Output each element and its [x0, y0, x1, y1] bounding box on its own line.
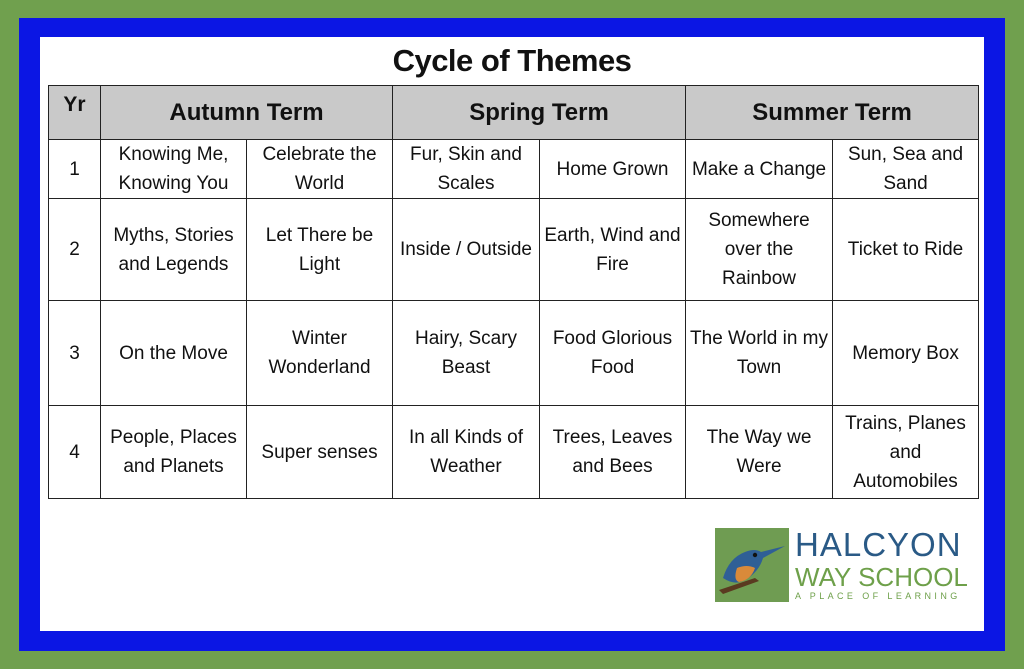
theme-cell: Make a Change	[686, 140, 833, 199]
logo-line1: HALCYON	[795, 526, 962, 563]
table-row	[49, 301, 979, 406]
theme-cell: Sun, Sea and Sand	[833, 140, 979, 199]
table-row	[49, 406, 979, 499]
theme-cell: Home Grown	[540, 140, 686, 199]
theme-cell: People, Places and Planets	[101, 406, 247, 499]
theme-cell: Celebrate the World	[247, 140, 393, 199]
header-yr: Yr	[49, 86, 101, 140]
header-summer-term: Summer Term	[686, 86, 979, 140]
logo-line2: WAY SCHOOL	[795, 562, 968, 592]
themes-table	[48, 85, 979, 499]
header-autumn-term: Autumn Term	[101, 86, 393, 140]
year-cell: 3	[49, 301, 101, 406]
theme-cell: Somewhere over the Rainbow	[686, 199, 833, 301]
header-spring-term: Spring Term	[393, 86, 686, 140]
page-title: Cycle of Themes	[392, 43, 632, 78]
school-logo	[715, 528, 970, 602]
theme-cell: Fur, Skin and Scales	[393, 140, 540, 199]
theme-cell: Trains, Planes and Automobiles	[833, 406, 979, 499]
table-header-row	[49, 86, 979, 140]
theme-cell: Trees, Leaves and Bees	[540, 406, 686, 499]
theme-cell: On the Move	[101, 301, 247, 406]
kingfisher-icon	[715, 528, 789, 602]
theme-cell: The Way we Were	[686, 406, 833, 499]
theme-cell: Inside / Outside	[393, 199, 540, 301]
theme-cell: Memory Box	[833, 301, 979, 406]
theme-cell: Super senses	[247, 406, 393, 499]
theme-cell: Knowing Me, Knowing You	[101, 140, 247, 199]
theme-cell: Food Glorious Food	[540, 301, 686, 406]
theme-cell: Ticket to Ride	[833, 199, 979, 301]
table-row	[49, 199, 979, 301]
year-cell: 1	[49, 140, 101, 199]
theme-cell: Earth, Wind and Fire	[540, 199, 686, 301]
theme-cell: Hairy, Scary Beast	[393, 301, 540, 406]
theme-cell: Myths, Stories and Legends	[101, 199, 247, 301]
theme-cell: Winter Wonderland	[247, 301, 393, 406]
theme-cell: Let There be Light	[247, 199, 393, 301]
theme-cell: The World in my Town	[686, 301, 833, 406]
year-cell: 2	[49, 199, 101, 301]
logo-tagline: A PLACE OF LEARNING	[795, 591, 961, 601]
year-cell: 4	[49, 406, 101, 499]
theme-cell: In all Kinds of Weather	[393, 406, 540, 499]
table-row	[49, 140, 979, 199]
